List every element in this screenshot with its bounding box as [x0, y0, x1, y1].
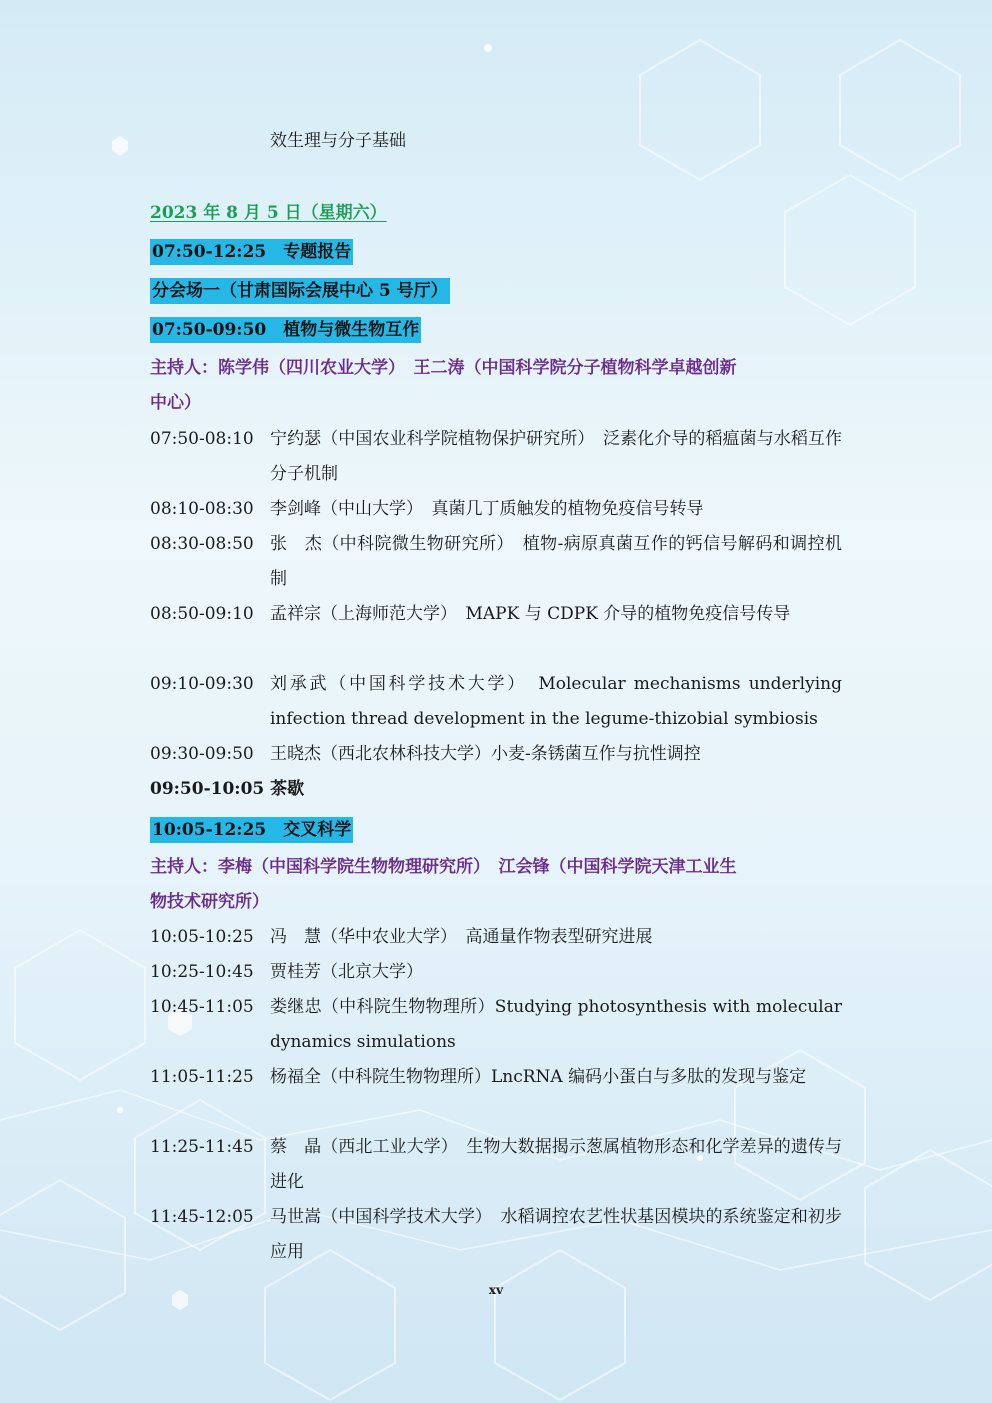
talk-row — [150, 1060, 842, 1095]
session-heading: 07:50-12:25 专题报告 — [150, 239, 353, 265]
talk-row — [150, 597, 842, 632]
talk-text: 马世嵩（中国科学技术大学） 水稻调控农艺性状基因模块的系统鉴定和初步应用 — [270, 1207, 842, 1262]
talk-time: 08:50-09:10 — [150, 604, 254, 624]
talk-row — [150, 920, 842, 955]
talk-time: 10:45-11:05 — [150, 997, 254, 1017]
talk-time: 11:25-11:45 — [150, 1137, 254, 1157]
page-number: xv — [488, 1283, 504, 1297]
talk-time: 08:30-08:50 — [150, 534, 254, 554]
date-heading: 2023 年 8 月 5 日（星期六） — [150, 203, 387, 223]
host-line: 主持人：李梅（中国科学院生物物理研究所） 江会锋（中国科学院天津工业生 — [150, 857, 737, 877]
talk-row — [150, 955, 842, 990]
talk-time: 11:05-11:25 — [150, 1067, 254, 1087]
talk-text: 冯 慧（华中农业大学） 高通量作物表型研究进展 — [270, 927, 653, 947]
talk-text: 贾桂芳（北京大学） — [270, 962, 423, 982]
host-line: 主持人：陈学伟（四川农业大学） 王二涛（中国科学院分子植物科学卓越创新 — [150, 358, 737, 378]
host-line: 物技术研究所） — [150, 892, 269, 912]
talk-row — [150, 990, 842, 1060]
talk-row — [150, 1200, 842, 1270]
talk-row — [150, 667, 842, 737]
tea-break: 09:50-10:05 茶歇 — [150, 779, 305, 799]
talk-time: 07:50-08:10 — [150, 429, 254, 449]
talk-row — [150, 527, 842, 597]
talk-row — [150, 492, 842, 527]
talk-row — [150, 422, 842, 492]
talk-time: 08:10-08:30 — [150, 499, 254, 519]
talk-text: 李剑峰（中山大学） 真菌几丁质触发的植物免疫信号转导 — [270, 499, 704, 519]
talk-text: 蔡 晶（西北工业大学） 生物大数据揭示葱属植物形态和化学差异的遗传与进化 — [270, 1137, 842, 1192]
talk-time: 09:30-09:50 — [150, 744, 254, 764]
talk-time: 10:25-10:45 — [150, 962, 254, 982]
block1-host — [150, 351, 842, 421]
talk-time: 11:45-12:05 — [150, 1207, 254, 1227]
talk-text: 杨福全（中科院生物物理所）LncRNA 编码小蛋白与多肽的发现与鉴定 — [270, 1067, 807, 1087]
talk-row — [150, 737, 842, 772]
talk-text: 王晓杰（西北农林科技大学）小麦-条锈菌互作与抗性调控 — [270, 744, 701, 764]
block1-heading: 07:50-09:50 植物与微生物互作 — [150, 317, 421, 343]
talk-text: 宁约瑟（中国农业科学院植物保护研究所） 泛素化介导的稻瘟菌与水稻互作分子机制 — [270, 429, 842, 484]
venue-heading: 分会场一（甘肃国际会展中心 5 号厅） — [150, 278, 450, 304]
talk-time: 09:10-09:30 — [150, 674, 254, 694]
host-line: 中心） — [150, 393, 201, 413]
block2-heading: 10:05-12:25 交叉科学 — [150, 817, 353, 843]
talk-text: 娄继忠（中科院生物物理所）Studying photosynthesis with molecular dynamics simulations — [270, 997, 842, 1052]
continuation-text: 效生理与分子基础 — [270, 131, 406, 151]
talk-text: 刘承武（中国科学技术大学） Molecular mechanisms underlying infection thread development in the legume-thizobial symbiosis — [270, 674, 842, 729]
block2-host — [150, 850, 842, 920]
talk-text: 孟祥宗（上海师范大学） MAPK 与 CDPK 介导的植物免疫信号传导 — [270, 604, 791, 624]
talk-row — [150, 1130, 842, 1200]
talk-text: 张 杰（中科院微生物研究所） 植物-病原真菌互作的钙信号解码和调控机制 — [270, 534, 842, 589]
talk-time: 10:05-10:25 — [150, 927, 254, 947]
